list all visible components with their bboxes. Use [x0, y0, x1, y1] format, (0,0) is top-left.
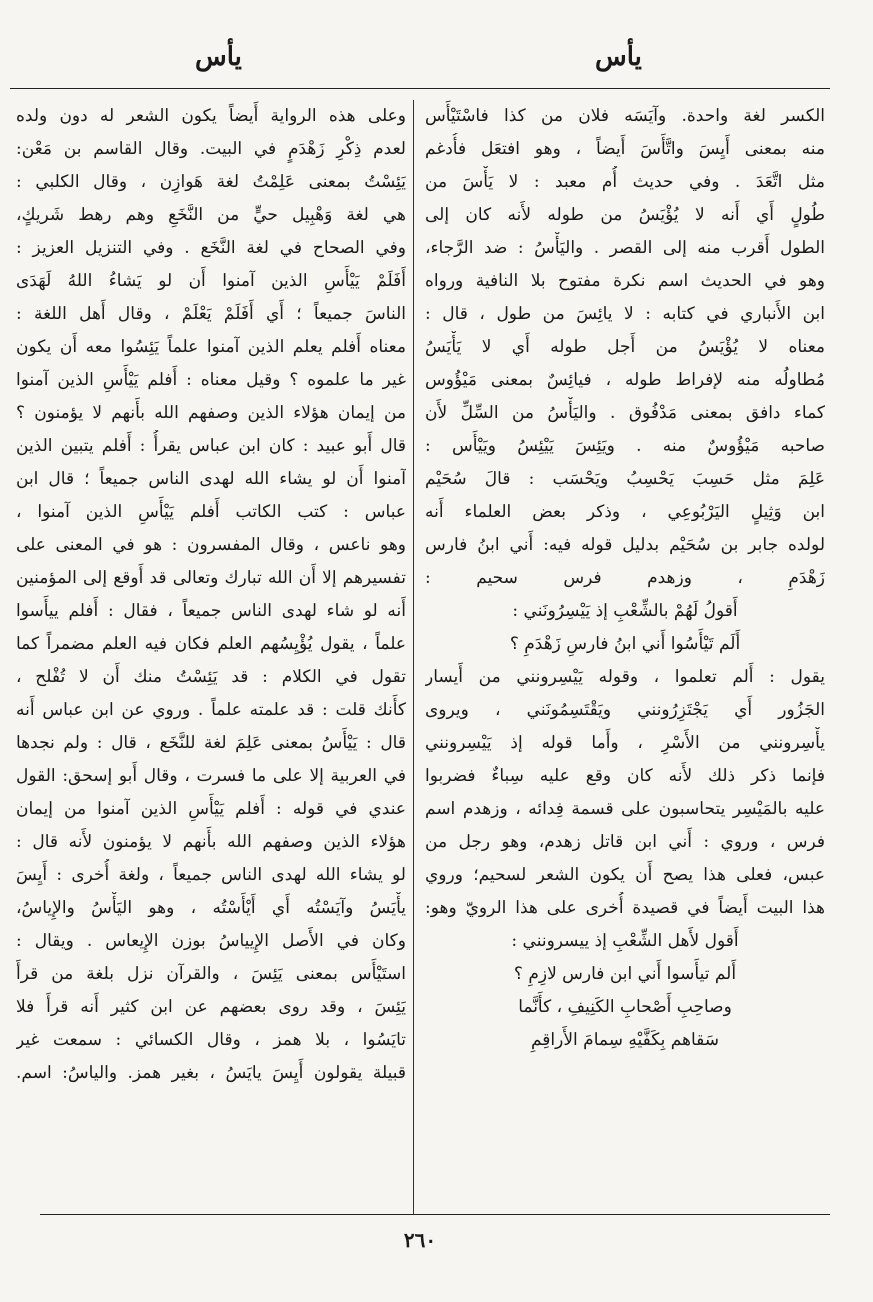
text-line: يَئِسْتُ بمعنى عَلِمْتُ لغة هَوازِن ، وقال الكلبي : — [16, 172, 406, 192]
text-line: يأْيَسُ وآيَسْتُه أَي أَيْأَسْتُه ، وهو اليَأْسُ والإِياسُ، — [16, 898, 406, 918]
left-column-text — [16, 100, 406, 1090]
text-line: تقول في الكلام : قد يَئِسْتُ منك أَن لا تُفْلح ، — [16, 667, 406, 687]
text-line: كماء دافق بمعنى مَدْفُوق . واليَأْسُ من السِّلِّ لأَن — [425, 403, 825, 423]
text-line: يأْسِرونني من الأَسْرِ ، وأَما قوله إذ يَيْسِرونني — [425, 733, 825, 753]
text-line: مثل اتَّعَدَ . وفي حديث أُم معبد : لا يَأْسَ من — [425, 172, 825, 192]
right-column-text-b — [425, 661, 825, 925]
text-line: ابن وَثِيلٍ اليَرْبُوعِي ، وذكر بعض العلماء أَنه — [425, 502, 825, 522]
verse-line: أَقول لأَهل الشِّعْبِ إذ ييسرونني : — [511, 931, 739, 951]
text-line: الكسر لغة واحدة. وآيَسَه فلان من كذا فاسْتَيْأَس — [425, 106, 825, 126]
verse-line: أَقولُ لَهُمْ بالشِّعْبِ إذ يَيْسِرُونَني : — [512, 601, 738, 621]
text-line: يقول : أَلم تعلموا ، وقوله يَيْسِرونني من أَيسار — [425, 667, 825, 687]
text-line: وهو ناعس ، وقال المفسرون : هو في المعنى على — [16, 535, 406, 555]
header-word-right: يأس — [595, 42, 642, 72]
text-line: تفسيرهم إلا أَن الله تبارك وتعالى قد أَوقع إلى المؤمنين — [16, 568, 406, 588]
text-line: عبس، فعلى هذا يصح أَن يكون الشعر لسحيم؛ وروي — [425, 865, 825, 885]
text-line: من إيمان هؤلاء الذين وصفهم الله بأَنهم لا يؤمنون ؟ — [16, 403, 406, 423]
text-line: عَلِمَ مثل حَسِبَ يَحْسِبُ ويَحْسَب : قالَ سُحَيْم — [425, 469, 825, 489]
verse-line: أَلم تيأَسوا أَني ابن فارس لازِمِ ؟ — [513, 964, 737, 984]
header-word-left: يأس — [195, 42, 242, 72]
right-column-text-a — [425, 100, 825, 595]
text-line: لولده جابر بن سُحَيْم بدليل قوله فيه: أَني ابنُ فارس — [425, 535, 825, 555]
text-line: وعلى هذه الرواية أَيضاً يكون الشعر له دون ولده — [16, 106, 406, 126]
verse-block-2 — [425, 925, 825, 1057]
text-line: فإنما ذكر ذلك لأَنه كان وقع عليه سِباءٌ فضربوا — [425, 766, 825, 786]
column-divider — [413, 100, 414, 1215]
text-line: الطول أَقرب منه إلى القصر . واليَأْسُ : ضد الرَّجاء، — [425, 238, 825, 258]
text-line: عندي في قوله : أَفلم يَيْأَسِ الذين آمنوا من إيمان — [16, 799, 406, 819]
text-line: قال : يَيْأَسُ بمعنى عَلِمَ لغة للنَّخَع ، قال : ولم نجدها — [16, 733, 406, 753]
text-line: لو يشاء الله لهدى الناس جميعاً ، ولغة أُخرى : أَيِسَ — [16, 865, 406, 885]
text-line: ابن الأَنباري في كتابه : لا يائِسَ من طول ، قال : — [425, 304, 825, 324]
text-line: يَئِسَ ، وقد روى بعضهم عن ابن كثير أَنه قرأَ فلا — [16, 997, 406, 1017]
text-line: وكان في الأَصل الإِيياسُ بوزن الإِيعاس . ويقال : — [16, 931, 406, 951]
left-column — [16, 100, 406, 1090]
text-line: هذا البيت أَيضاً في قصيدة أُخرى على هذا الرويّ وهو: — [425, 898, 825, 918]
right-column — [425, 100, 825, 1057]
text-line: أَنه لو شاء لهدى الناس جميعاً ، فقال : أَفلم ييأَسوا — [16, 601, 406, 621]
text-line: معناه أَفلم يعلم الذين آمنوا علماً يَئِسُوا معه أَن يكون — [16, 337, 406, 357]
text-line: زَهْدَمِ ، وزهدم فرس سحيم : — [425, 568, 825, 588]
bottom-rule — [40, 1214, 830, 1215]
text-line: وهو في الحديث اسم نكرة مفتوح بلا النافية ورواه — [425, 271, 825, 291]
text-line: الناسَ جميعاً ؛ أَي أَفَلَمْ يَعْلَمْ ، وقال أَهل اللغة : — [16, 304, 406, 324]
top-rule — [10, 88, 830, 89]
text-line: صاحبه مَيْؤُوسٌ منه . ويَئِسَ يَيْئِسُ ويَيْأَس : — [425, 436, 825, 456]
verse-line: سَقاهم بِكَفَّيْهِ سِمامَ الأَراقِمِ — [530, 1030, 720, 1050]
text-line: علماً ، يقول يُؤْيِسُهم العلم فكان فيه العلم مضمراً كما — [16, 634, 406, 654]
text-line: تايَسُوا ، بلا همز ، وقال الكسائي : سمعت غير — [16, 1030, 406, 1050]
text-line: استَيْأَس بمعنى يَئِسَ ، والقرآن نزل بلغة من قرأَ — [16, 964, 406, 984]
text-line: قال أَبو عبيد : كان ابن عباس يقرأُ : أَفلم يتبين الذين — [16, 436, 406, 456]
text-line: أَفَلَمْ يَيْأَسِ الذين آمنوا أَن لو يَشاءُ اللهُ لَهَدَى — [16, 271, 406, 291]
text-line: لعدم ذِكْرِ زَهْدَمٍ في البيت. وقال القاسم بن مَعْن: — [16, 139, 406, 159]
text-line: قبيلة يقولون أَيِسَ يايَسُ ، بغير همز. والياسُ: اسم. — [16, 1063, 406, 1083]
text-line: آمنوا أَن لو يشاء الله لهدى الناس جميعاً ؛ قال ابن — [16, 469, 406, 489]
text-line: مُطاولُه منه لإفراط طوله ، فيائِسٌ بمعنى مَيْؤُوس — [425, 370, 825, 390]
text-line: الجَزُور أَي يَجْتَزِرُونني ويَقْتَسِمُونَني ، ويروى — [425, 700, 825, 720]
verse-line: أَلَم تَيْأَسُوا أَني ابنُ فارسِ زَهْدَمِ ؟ — [509, 634, 741, 654]
text-line: معناه لا يُؤْيَسُ من أَجل طوله أَي لا يَأْيَسُ — [425, 337, 825, 357]
text-line: هي لغة وَهْبِيل حيٍّ من النَّخَعِ وهم رهط شَريكٍ، — [16, 205, 406, 225]
text-line: وفي الصحاح في لغة النَّخَع . وفي التنزيل العزيز : — [16, 238, 406, 258]
text-line: هؤلاء الذين وصفهم الله بأَنهم لا يؤمنون لأَنه قال : — [16, 832, 406, 852]
text-line: غير ما علموه ؟ وقيل معناه : أَفلم يَيْأَسِ الذين آمنوا — [16, 370, 406, 390]
text-line: في العربية إلا على ما فسرت ، وقال أَبو إسحق: القول — [16, 766, 406, 786]
text-line: عليه بالمَيْسِر يتحاسبون على قسمة فِدائه ، وزهدم اسم — [425, 799, 825, 819]
page-number: ٢٦٠ — [403, 1228, 437, 1252]
text-line: عباس : كتب الكاتب أَفلم يَيْأَسِ الذين آمنوا ، — [16, 502, 406, 522]
text-line: فرس ، وروي : أَني ابن قاتل زهدم، وهو رجل من — [425, 832, 825, 852]
text-line: طُولٍ أَي أَنه لا يُؤْيَسُ من طوله لأَنه كان إلى — [425, 205, 825, 225]
text-line: منه بمعنى أَيِسَ واتَّأَسَ أَيضاً ، وهو افتعَل فأُدغم — [425, 139, 825, 159]
verse-line: وصاحِبِ أَصْحابِ الكَنِيفِ ، كأَنَّما — [518, 997, 732, 1017]
text-line: كأَنك قلت : قد علمته علماً . وروي عن ابن عباس أَنه — [16, 700, 406, 720]
verse-block-1 — [425, 595, 825, 661]
